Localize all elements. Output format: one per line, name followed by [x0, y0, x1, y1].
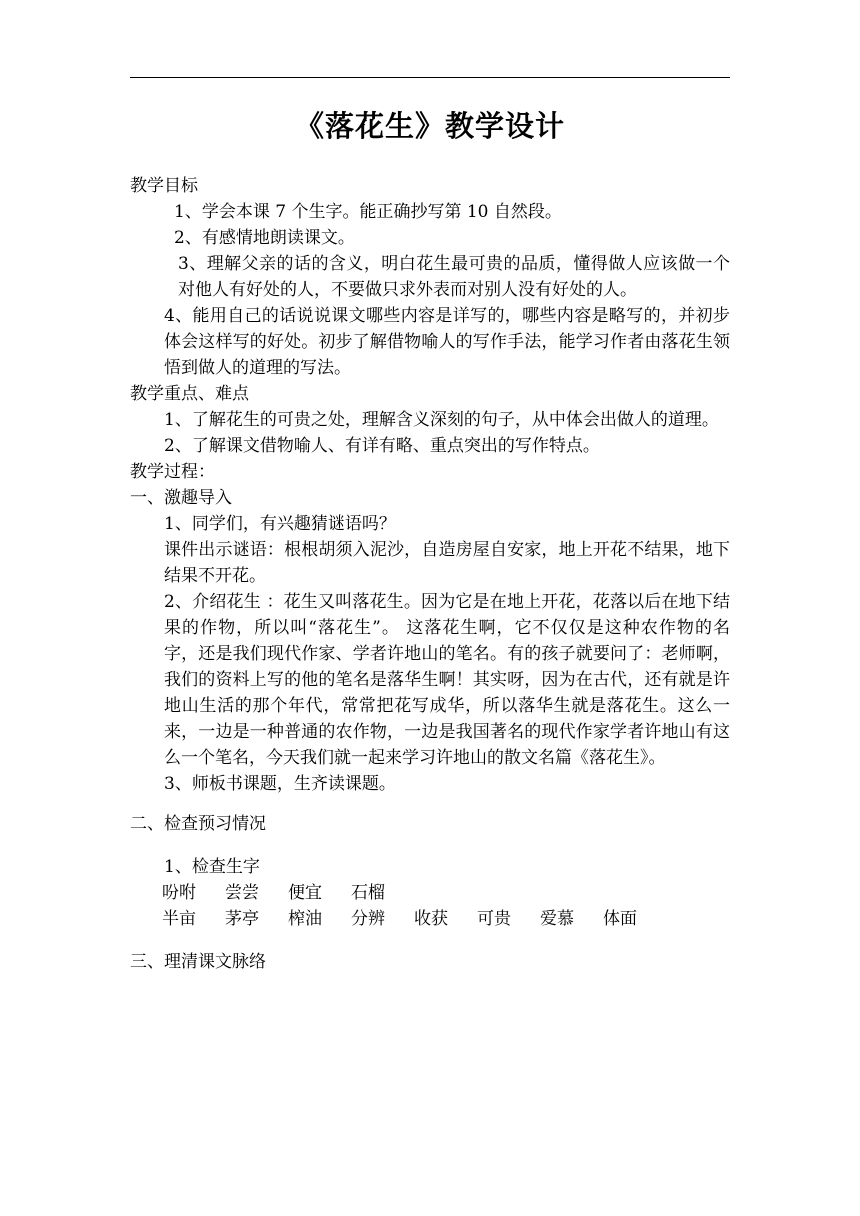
- section1-item: [130, 589, 730, 771]
- vocab-row-1: [130, 880, 730, 906]
- section1-item: 1、同学们，有兴趣猜谜语吗？: [164, 514, 396, 534]
- vocab-row-2: [130, 906, 730, 932]
- header-rule: [130, 77, 730, 78]
- key-point-item: 2、了解课文借物喻人、有详有略、重点突出的写作特点。: [164, 436, 600, 456]
- vocab-word: 半亩: [162, 909, 196, 929]
- vocab-word: 体面: [603, 909, 637, 929]
- section-heading: 一、激趣导入: [130, 488, 232, 508]
- vocab-word: 可贵: [477, 909, 511, 929]
- objectives-heading: 教学目标: [130, 176, 198, 196]
- document-body: [130, 173, 730, 975]
- document-page: [130, 0, 730, 1216]
- vocab-word: 榨油: [288, 909, 322, 929]
- section2-subheading: 1、检查生字: [164, 857, 260, 877]
- vocab-word: 爱慕: [540, 909, 574, 929]
- author-intro-text: 2、介绍花生 ：花生又叫落花生。因为它是在地上开花，花落以后在地下结果的作物，所以叫“落花生”。 这落花生啊，它不仅仅是这种农作物的名字，还是我们现代作家、学者许地山的笔名。有的孩子就要问了：老师啊，我们的资料上写的他的笔名是落华生啊！其实呀，因为在古代，还有就是许地山生活的那个年代，常常把花写成华，所以落华生就是落花生。这么一来，一边是一种普通的农作物，一边是我国著名的现代作家学者许地山有这么一个笔名，今天我们就一起来学习许地山的散文名篇《落花生》。: [164, 592, 730, 768]
- riddle-text: 课件出示谜语：根根胡须入泥沙，自造房屋自安家，地上开花不结果，地下结果不开花。: [164, 540, 730, 586]
- section1-item: [130, 537, 730, 589]
- objective-item: [130, 251, 730, 303]
- key-point-item: [130, 407, 730, 433]
- vocab-word: 收获: [414, 909, 448, 929]
- key-points-heading: 教学重点、难点: [130, 384, 249, 404]
- objective-item: [130, 303, 730, 381]
- key-point-text: 1、了解花生的可贵之处，理解含义深刻的句子，从中体会出做人的道理。: [164, 410, 719, 430]
- section-heading: 二、检查预习情况: [130, 814, 266, 834]
- objective-text: 4、能用自己的话说说课文哪些内容是详写的，哪些内容是略写的，并初步体会这样写的好处。初步了解借物喻人的写作手法，能学习作者由落花生领悟到做人的道理的写法。: [164, 306, 730, 378]
- section1-item: 3、师板书课题，生齐读课题。: [164, 774, 396, 794]
- vocab-word: 分辨: [351, 909, 385, 929]
- objective-item: 2、有感情地朗读课文。: [174, 228, 355, 248]
- objective-item: 1、学会本课 7 个生字。能正确抄写第 10 自然段。: [174, 202, 562, 222]
- vocab-word: 吩咐: [162, 883, 196, 903]
- vocab-word: 尝尝: [225, 883, 259, 903]
- vocab-word: 便宜: [288, 883, 322, 903]
- process-heading: 教学过程：: [130, 462, 215, 482]
- vocab-word: 茅亭: [225, 909, 259, 929]
- vocab-word: 石榴: [351, 883, 385, 903]
- document-title: 《落花生》教学设计: [294, 109, 565, 143]
- section-heading: 三、理清课文脉络: [130, 952, 266, 972]
- objective-text: 3、理解父亲的话的含义，明白花生最可贵的品质，懂得做人应该做一个对他人有好处的人，不要做只求外表而对别人没有好处的人。: [178, 254, 730, 300]
